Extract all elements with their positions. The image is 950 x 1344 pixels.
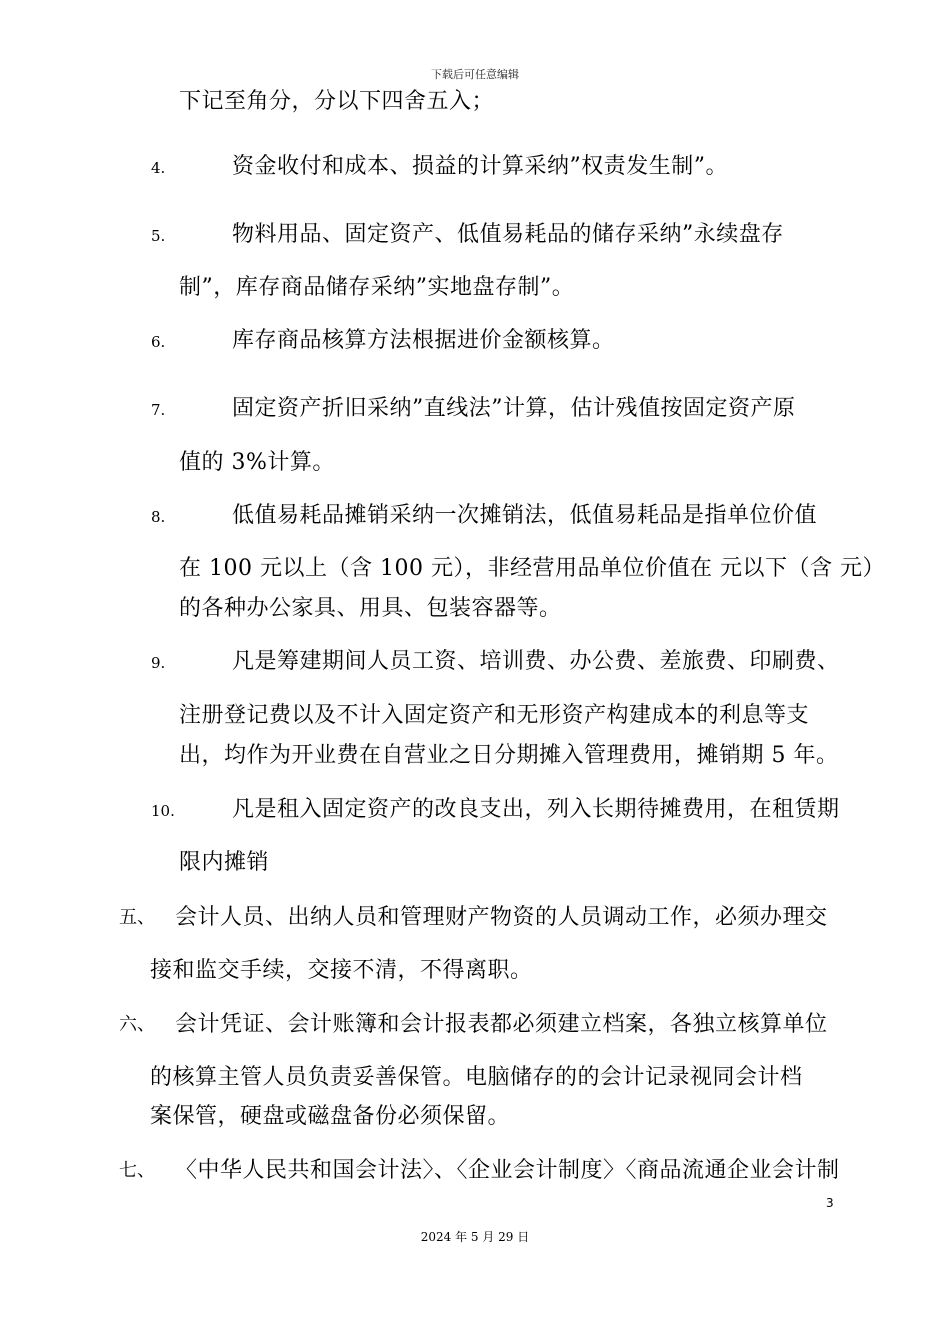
list-item-text: 的各种办公家具、用具、包装容器等。	[179, 596, 562, 621]
list-item-text: 库存商品核算方法根据进价金额核算。	[232, 328, 615, 353]
section-text: 会计凭证、会计账簿和会计报表都必须建立档案，各独立核算单位	[175, 1012, 828, 1037]
list-item-number: 10.	[151, 802, 175, 820]
list-item-text: 凡是租入固定资产的改良支出，列入长期待摊费用，在租赁期	[232, 797, 840, 822]
section-number: 六、	[119, 1014, 155, 1035]
list-item-number: 9.	[151, 654, 166, 672]
page-header: 下载后可任意编辑	[431, 68, 519, 81]
list-item-number: 5.	[151, 227, 166, 245]
page-footer-date: 2024 年 5 月 29 日	[420, 1230, 530, 1244]
list-item-number: 6.	[151, 333, 166, 351]
list-item-text: 值的 3%计算。	[179, 450, 335, 475]
list-item-text: 固定资产折旧采纳”直线法”计算，估计残值按固定资产原	[232, 396, 796, 421]
section-number: 五、	[119, 907, 155, 928]
list-item-text: 制”，库存商品储存采纳”实地盘存制”。	[179, 275, 575, 300]
list-item-number: 7.	[151, 401, 166, 419]
section-text: 〈中华人民共和国会计法〉、〈企业会计制度〉〈商品流通企业会计制	[175, 1158, 840, 1183]
page-number: 3	[826, 1196, 834, 1210]
section-text: 的核算主管人员负责妥善保管。电脑储存的的会计记录视同会计档	[150, 1065, 803, 1090]
list-item-text: 出，均作为开业费在自营业之日分期摊入管理费用，摊销期 5 年。	[179, 743, 839, 768]
list-item-text: 物料用品、固定资产、低值易耗品的储存采纳”永续盘存	[232, 222, 784, 247]
list-item-number: 8.	[151, 508, 166, 526]
list-item-text: 限内摊销	[179, 850, 270, 875]
body-line: 下记至角分，分以下四舍五入；	[179, 89, 495, 114]
list-item-number: 4.	[151, 159, 166, 177]
list-item-text: 资金收付和成本、损益的计算采纳”权责发生制”。	[232, 154, 728, 179]
list-item-text: 在 100 元以上（含 100 元），非经营用品单位价值在 元以下（含 元）	[179, 556, 885, 581]
section-text: 案保管，硬盘或磁盘备份必须保留。	[150, 1104, 511, 1129]
list-item-text: 注册登记费以及不计入固定资产和无形资产构建成本的利息等支	[179, 703, 810, 728]
section-text: 会计人员、出纳人员和管理财产物资的人员调动工作，必须办理交	[175, 905, 828, 930]
list-item-text: 凡是筹建期间人员工资、培训费、办公费、差旅费、印刷费、	[232, 649, 840, 674]
list-item-text: 低值易耗品摊销采纳一次摊销法，低值易耗品是指单位价值	[232, 503, 818, 528]
section-text: 接和监交手续，交接不清，不得离职。	[150, 958, 533, 983]
section-number: 七、	[119, 1160, 155, 1181]
